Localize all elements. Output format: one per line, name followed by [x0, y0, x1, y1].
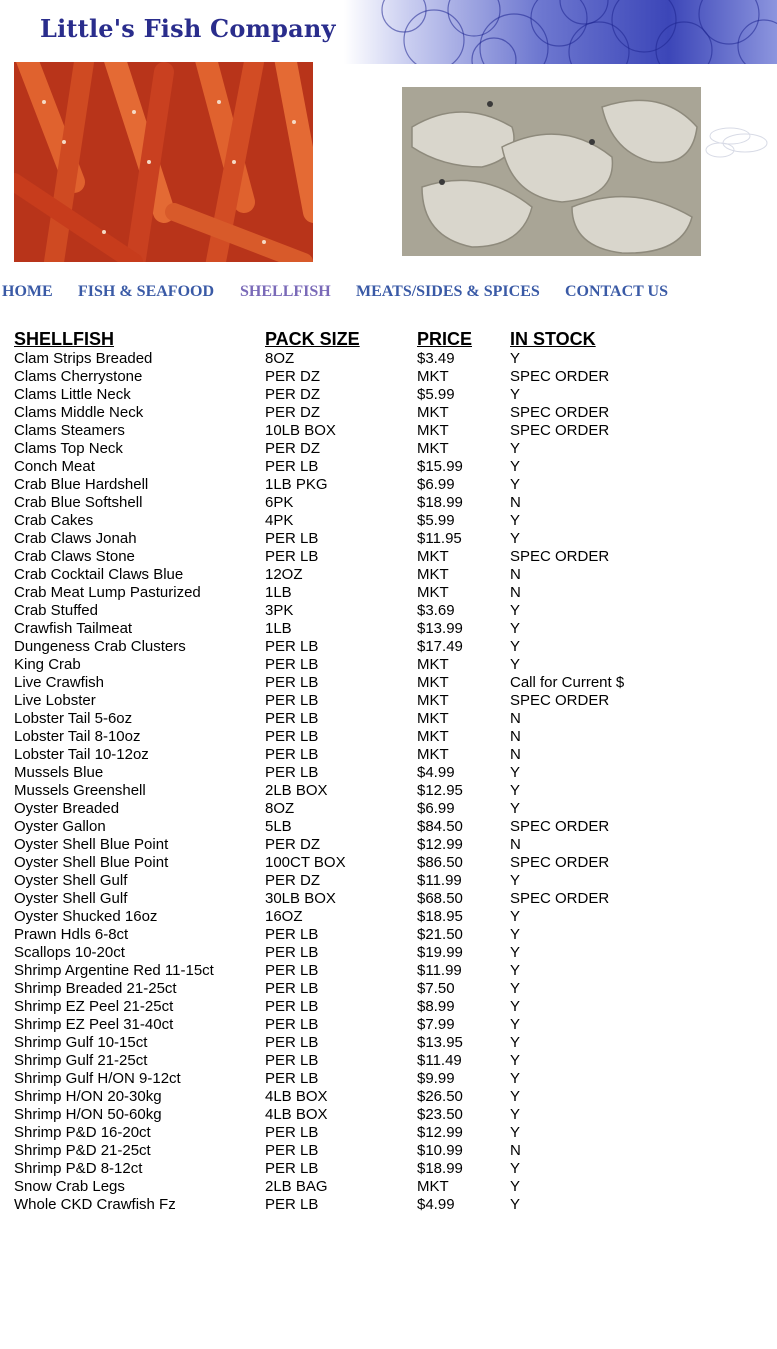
crab-legs-photo	[14, 62, 313, 262]
cell-price: $4.99	[417, 764, 455, 781]
cell-pack-size: PER LB	[265, 1052, 319, 1069]
cell-item-name: Live Crawfish	[14, 674, 105, 691]
cell-item-name: Shrimp H/ON 20-30kg	[14, 1088, 162, 1105]
table-row	[12, 602, 672, 620]
table-row	[12, 350, 672, 368]
cell-price: $7.50	[417, 980, 455, 997]
cell-item-name: Lobster Tail 8-10oz	[14, 728, 141, 745]
cell-pack-size: 16OZ	[265, 908, 303, 925]
cell-item-name: Oyster Shell Gulf	[14, 872, 128, 889]
cell-pack-size: PER DZ	[265, 386, 321, 403]
cell-pack-size: PER LB	[265, 1142, 319, 1159]
cell-pack-size: 4LB BOX	[265, 1106, 328, 1123]
cell-item-name: Snow Crab Legs	[14, 1178, 125, 1195]
shrimp-photo	[402, 87, 701, 256]
table-row	[12, 440, 672, 458]
table-row	[12, 1052, 672, 1070]
cell-item-name: Shrimp P&D 16-20ct	[14, 1124, 151, 1141]
table-row	[12, 386, 672, 404]
table-row	[12, 566, 672, 584]
cell-price: $6.99	[417, 476, 455, 493]
cell-price: MKT	[417, 566, 449, 583]
cell-pack-size: PER LB	[265, 638, 319, 655]
cell-pack-size: 8OZ	[265, 800, 295, 817]
cell-price: $21.50	[417, 926, 463, 943]
cell-price: $18.99	[417, 1160, 463, 1177]
table-row	[12, 782, 672, 800]
table-row	[12, 980, 672, 998]
table-row	[12, 1034, 672, 1052]
table-row	[12, 1196, 672, 1214]
cell-price: $7.99	[417, 1016, 455, 1033]
cell-in-stock: N	[510, 746, 521, 763]
cell-in-stock: Y	[510, 350, 521, 367]
cell-item-name: Mussels Greenshell	[14, 782, 146, 799]
cell-price: MKT	[417, 692, 449, 709]
cell-item-name: Oyster Shell Blue Point	[14, 854, 169, 871]
table-row	[12, 494, 672, 512]
cell-price: $3.49	[417, 350, 455, 367]
cell-in-stock: N	[510, 584, 521, 601]
cell-item-name: Crab Cocktail Claws Blue	[14, 566, 184, 583]
cell-in-stock: Y	[510, 1106, 521, 1123]
table-row	[12, 548, 672, 566]
cell-in-stock: Y	[510, 908, 521, 925]
table-row	[12, 1016, 672, 1034]
cell-pack-size: PER LB	[265, 728, 319, 745]
cell-in-stock: Y	[510, 998, 521, 1015]
cell-in-stock: Y	[510, 602, 521, 619]
table-row	[12, 656, 672, 674]
table-row	[12, 584, 672, 602]
cell-in-stock: Y	[510, 476, 521, 493]
table-row	[12, 944, 672, 962]
cell-in-stock: Y	[510, 512, 521, 529]
table-row	[12, 422, 672, 440]
table-row	[12, 890, 672, 908]
cell-price: MKT	[417, 422, 449, 439]
cell-price: $9.99	[417, 1070, 455, 1087]
cell-in-stock: Y	[510, 1196, 521, 1213]
nav-home[interactable]: HOME	[2, 283, 53, 300]
table-row	[12, 1106, 672, 1124]
cell-price: MKT	[417, 674, 449, 691]
cell-pack-size: PER LB	[265, 980, 319, 997]
cell-pack-size: 1LB	[265, 620, 292, 637]
cell-pack-size: PER LB	[265, 710, 319, 727]
cell-in-stock: Y	[510, 1124, 521, 1141]
cell-in-stock: Y	[510, 1088, 521, 1105]
cell-item-name: Shrimp EZ Peel 31-40ct	[14, 1016, 174, 1033]
cell-price: MKT	[417, 440, 449, 457]
cell-pack-size: 4PK	[265, 512, 294, 529]
cell-item-name: Live Lobster	[14, 692, 96, 709]
site-logo-title: Little's Fish Company	[40, 14, 336, 43]
cell-pack-size: 100CT BOX	[265, 854, 346, 871]
decorative-swirl	[700, 118, 770, 168]
cell-item-name: Clams Cherrystone	[14, 368, 143, 385]
cell-pack-size: PER LB	[265, 764, 319, 781]
cell-in-stock: Y	[510, 440, 521, 457]
table-row	[12, 908, 672, 926]
cell-in-stock: SPEC ORDER	[510, 422, 610, 439]
column-header-pack-size: PACK SIZE	[265, 329, 360, 349]
header-banner	[344, 0, 777, 64]
nav-shellfish[interactable]: SHELLFISH	[240, 283, 331, 300]
cell-in-stock: Y	[510, 962, 521, 979]
cell-in-stock: SPEC ORDER	[510, 548, 610, 565]
table-row	[12, 854, 672, 872]
cell-item-name: Prawn Hdls 6-8ct	[14, 926, 129, 943]
cell-price: $18.95	[417, 908, 463, 925]
cell-price: $26.50	[417, 1088, 463, 1105]
cell-price: MKT	[417, 368, 449, 385]
table-row	[12, 512, 672, 530]
cell-price: $17.49	[417, 638, 463, 655]
cell-in-stock: Y	[510, 800, 521, 817]
cell-item-name: Shrimp H/ON 50-60kg	[14, 1106, 162, 1123]
table-row	[12, 620, 672, 638]
cell-in-stock: Y	[510, 1016, 521, 1033]
cell-pack-size: PER DZ	[265, 440, 321, 457]
shellfish-price-table	[12, 329, 672, 1214]
table-row	[12, 872, 672, 890]
cell-pack-size: 8OZ	[265, 350, 295, 367]
table-row	[12, 710, 672, 728]
cell-pack-size: PER LB	[265, 1160, 319, 1177]
table-row	[12, 764, 672, 782]
cell-item-name: Clams Little Neck	[14, 386, 131, 403]
table-row	[12, 404, 672, 422]
cell-in-stock: Y	[510, 926, 521, 943]
table-row	[12, 746, 672, 764]
nav-fish-seafood[interactable]: FISH & SEAFOOD	[78, 283, 215, 300]
cell-price: $5.99	[417, 386, 455, 403]
cell-in-stock: SPEC ORDER	[510, 890, 610, 907]
cell-item-name: Crab Claws Stone	[14, 548, 135, 565]
cell-price: MKT	[417, 746, 449, 763]
cell-in-stock: Y	[510, 1034, 521, 1051]
cell-item-name: Crab Blue Softshell	[14, 494, 143, 511]
table-row	[12, 368, 672, 386]
table-row	[12, 458, 672, 476]
cell-in-stock: SPEC ORDER	[510, 818, 610, 835]
table-row	[12, 926, 672, 944]
cell-price: $11.49	[417, 1052, 462, 1069]
cell-in-stock: Y	[510, 656, 521, 673]
cell-price: $11.99	[417, 872, 462, 889]
table-row	[12, 638, 672, 656]
cell-item-name: Conch Meat	[14, 458, 95, 475]
cell-in-stock: Y	[510, 872, 521, 889]
cell-pack-size: 2LB BOX	[265, 782, 328, 799]
table-row	[12, 728, 672, 746]
table-row	[12, 818, 672, 836]
table-row	[12, 530, 672, 548]
cell-item-name: King Crab	[14, 656, 81, 673]
cell-pack-size: PER LB	[265, 458, 319, 475]
cell-price: MKT	[417, 1178, 449, 1195]
cell-in-stock: N	[510, 494, 521, 511]
cell-item-name: Mussels Blue	[14, 764, 104, 781]
cell-in-stock: SPEC ORDER	[510, 692, 610, 709]
table-row	[12, 1142, 672, 1160]
table-row	[12, 962, 672, 980]
cell-in-stock: Y	[510, 620, 521, 637]
cell-item-name: Dungeness Crab Clusters	[14, 638, 186, 655]
table-row	[12, 836, 672, 854]
nav-contact-us[interactable]: CONTACT US	[565, 283, 668, 300]
cell-item-name: Clam Strips Breaded	[14, 350, 153, 367]
cell-price: $12.95	[417, 782, 463, 799]
cell-pack-size: PER LB	[265, 962, 319, 979]
cell-item-name: Clams Top Neck	[14, 440, 123, 457]
cell-item-name: Clams Middle Neck	[14, 404, 144, 421]
cell-pack-size: PER DZ	[265, 836, 321, 853]
cell-price: MKT	[417, 728, 449, 745]
cell-in-stock: N	[510, 710, 521, 727]
cell-price: MKT	[417, 710, 449, 727]
cell-pack-size: PER DZ	[265, 368, 321, 385]
table-row	[12, 1178, 672, 1196]
cell-price: $84.50	[417, 818, 463, 835]
cell-in-stock: SPEC ORDER	[510, 368, 610, 385]
cell-in-stock: N	[510, 1142, 521, 1159]
cell-in-stock: Y	[510, 1052, 521, 1069]
cell-pack-size: PER LB	[265, 1196, 319, 1213]
cell-item-name: Clams Steamers	[14, 422, 125, 439]
cell-item-name: Crab Claws Jonah	[14, 530, 137, 547]
cell-pack-size: 4LB BOX	[265, 1088, 328, 1105]
cell-item-name: Lobster Tail 5-6oz	[14, 710, 133, 727]
cell-item-name: Crab Meat Lump Pasturized	[14, 584, 201, 601]
cell-price: $10.99	[417, 1142, 463, 1159]
cell-pack-size: 2LB BAG	[265, 1178, 328, 1195]
cell-price: $68.50	[417, 890, 463, 907]
cell-item-name: Scallops 10-20ct	[14, 944, 125, 961]
cell-price: $13.95	[417, 1034, 463, 1051]
table-row	[12, 1088, 672, 1106]
cell-pack-size: 12OZ	[265, 566, 303, 583]
cell-price: $18.99	[417, 494, 463, 511]
cell-price: $23.50	[417, 1106, 463, 1123]
cell-item-name: Lobster Tail 10-12oz	[14, 746, 149, 763]
cell-item-name: Shrimp Gulf H/ON 9-12ct	[14, 1070, 181, 1087]
cell-item-name: Oyster Breaded	[14, 800, 120, 817]
cell-in-stock: Y	[510, 638, 521, 655]
table-header-row	[12, 329, 672, 350]
cell-pack-size: PER LB	[265, 746, 319, 763]
table-row	[12, 998, 672, 1016]
cell-price: $12.99	[417, 836, 463, 853]
cell-price: $11.95	[417, 530, 462, 547]
cell-in-stock: SPEC ORDER	[510, 404, 610, 421]
table-row	[12, 800, 672, 818]
cell-item-name: Shrimp Gulf 21-25ct	[14, 1052, 148, 1069]
cell-in-stock: Call for Current $	[510, 674, 625, 691]
cell-item-name: Shrimp Gulf 10-15ct	[14, 1034, 148, 1051]
cell-in-stock: Y	[510, 764, 521, 781]
cell-pack-size: PER LB	[265, 998, 319, 1015]
cell-price: $11.99	[417, 962, 462, 979]
cell-pack-size: PER DZ	[265, 404, 321, 421]
cell-pack-size: PER LB	[265, 1070, 319, 1087]
cell-pack-size: PER LB	[265, 1034, 319, 1051]
cell-in-stock: Y	[510, 458, 521, 475]
cell-item-name: Oyster Gallon	[14, 818, 106, 835]
table-row	[12, 1070, 672, 1088]
table-row	[12, 1124, 672, 1142]
cell-item-name: Crawfish Tailmeat	[14, 620, 133, 637]
cell-in-stock: Y	[510, 1178, 521, 1195]
cell-price: $6.99	[417, 800, 455, 817]
cell-pack-size: PER LB	[265, 1016, 319, 1033]
cell-price: MKT	[417, 404, 449, 421]
cell-pack-size: PER LB	[265, 1124, 319, 1141]
cell-price: $19.99	[417, 944, 463, 961]
cell-in-stock: Y	[510, 386, 521, 403]
cell-item-name: Oyster Shell Blue Point	[14, 836, 169, 853]
cell-pack-size: PER DZ	[265, 872, 321, 889]
cell-price: $3.69	[417, 602, 455, 619]
cell-item-name: Shrimp P&D 8-12ct	[14, 1160, 143, 1177]
cell-pack-size: PER LB	[265, 530, 319, 547]
cell-item-name: Oyster Shell Gulf	[14, 890, 128, 907]
table-row	[12, 1160, 672, 1178]
cell-item-name: Crab Cakes	[14, 512, 94, 529]
cell-pack-size: 6PK	[265, 494, 294, 511]
cell-item-name: Shrimp Breaded 21-25ct	[14, 980, 177, 997]
cell-in-stock: Y	[510, 944, 521, 961]
table-row	[12, 692, 672, 710]
cell-price: $12.99	[417, 1124, 463, 1141]
cell-in-stock: Y	[510, 782, 521, 799]
cell-price: $86.50	[417, 854, 463, 871]
cell-in-stock: N	[510, 836, 521, 853]
cell-price: MKT	[417, 548, 449, 565]
cell-in-stock: Y	[510, 1070, 521, 1087]
cell-price: MKT	[417, 656, 449, 673]
table-row	[12, 674, 672, 692]
cell-pack-size: PER LB	[265, 548, 319, 565]
cell-pack-size: PER LB	[265, 944, 319, 961]
cell-price: $13.99	[417, 620, 463, 637]
cell-pack-size: 5LB	[265, 818, 292, 835]
cell-item-name: Shrimp Argentine Red 11-15ct	[14, 962, 214, 979]
cell-in-stock: SPEC ORDER	[510, 854, 610, 871]
cell-in-stock: Y	[510, 1160, 521, 1177]
cell-price: $5.99	[417, 512, 455, 529]
column-header-in-stock: IN STOCK	[510, 329, 596, 349]
cell-pack-size: 3PK	[265, 602, 294, 619]
cell-pack-size: 1LB	[265, 584, 292, 601]
cell-price: MKT	[417, 584, 449, 601]
cell-pack-size: PER LB	[265, 656, 319, 673]
cell-in-stock: N	[510, 566, 521, 583]
cell-in-stock: Y	[510, 530, 521, 547]
cell-price: $15.99	[417, 458, 463, 475]
cell-pack-size: 10LB BOX	[265, 422, 336, 439]
cell-item-name: Crab Blue Hardshell	[14, 476, 149, 493]
cell-in-stock: Y	[510, 980, 521, 997]
column-header-price: PRICE	[417, 329, 473, 349]
cell-price: $8.99	[417, 998, 455, 1015]
nav-meats-sides-spices[interactable]: MEATS/SIDES & SPICES	[356, 283, 540, 300]
cell-item-name: Shrimp P&D 21-25ct	[14, 1142, 151, 1159]
cell-item-name: Whole CKD Crawfish Fz	[14, 1196, 176, 1213]
cell-item-name: Oyster Shucked 16oz	[14, 908, 158, 925]
cell-pack-size: PER LB	[265, 692, 319, 709]
column-header-shellfish: SHELLFISH	[14, 329, 115, 349]
cell-price: $4.99	[417, 1196, 455, 1213]
cell-pack-size: 30LB BOX	[265, 890, 336, 907]
table-row	[12, 476, 672, 494]
cell-pack-size: 1LB PKG	[265, 476, 328, 493]
cell-pack-size: PER LB	[265, 926, 319, 943]
cell-in-stock: N	[510, 728, 521, 745]
cell-item-name: Shrimp EZ Peel 21-25ct	[14, 998, 174, 1015]
cell-pack-size: PER LB	[265, 674, 319, 691]
cell-item-name: Crab Stuffed	[14, 602, 98, 619]
